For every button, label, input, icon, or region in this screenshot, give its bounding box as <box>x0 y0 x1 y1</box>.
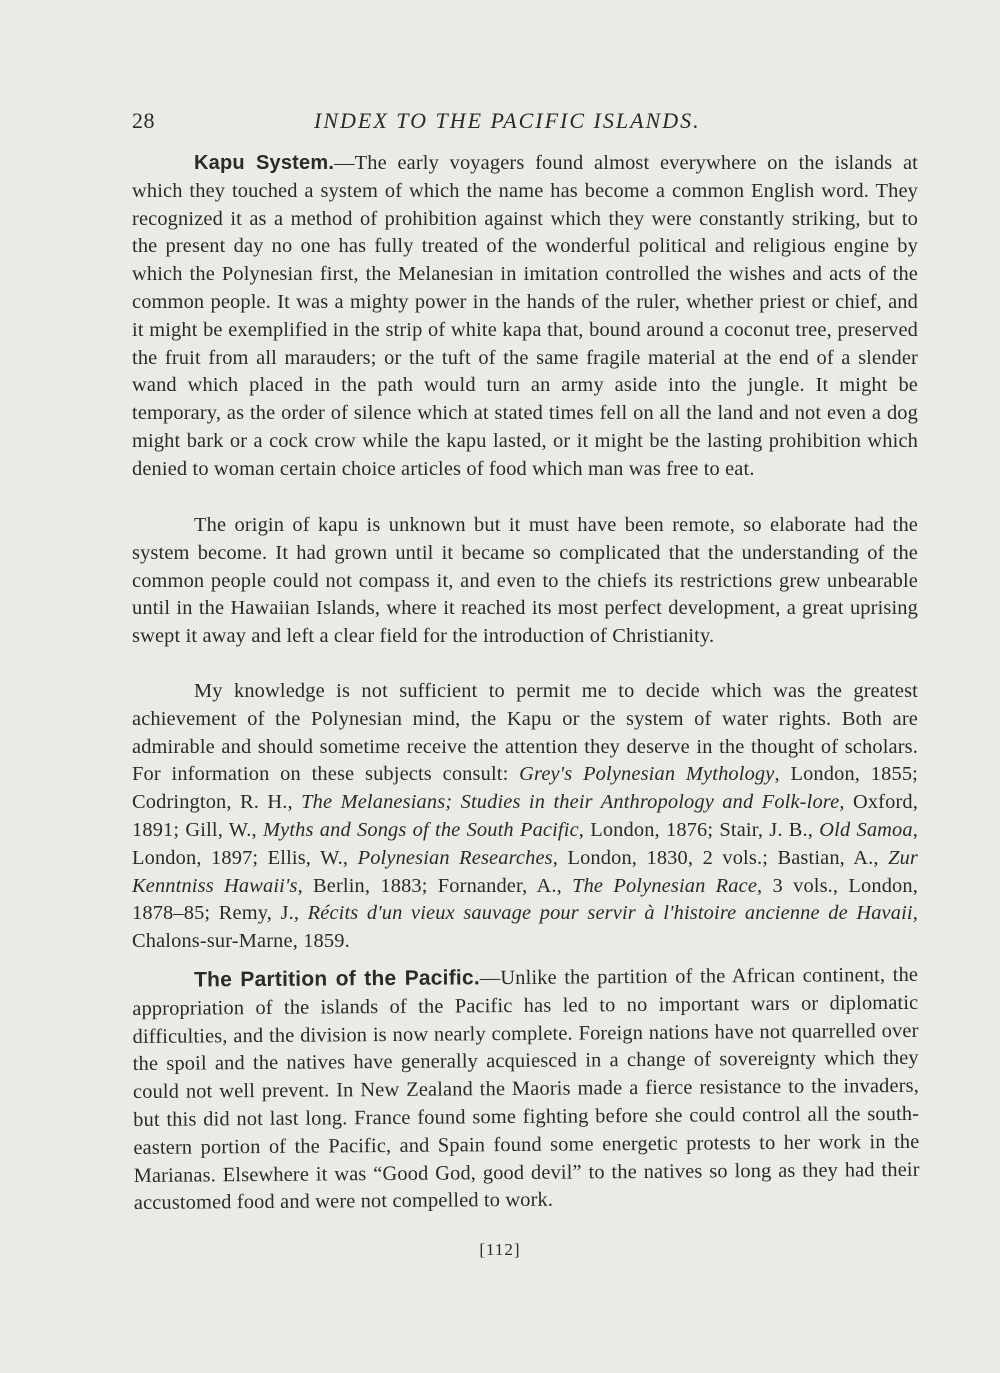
running-head <box>132 108 912 138</box>
kapu-origin-section <box>132 512 918 651</box>
references-text-5: , London, 1897; Ellis, W., <box>132 818 918 869</box>
reference-title-8: Récits d'un vieux sauvage pour servir à l'histoire ancienne de Havaii <box>307 902 913 925</box>
running-title: INDEX TO THE PACIFIC ISLANDS. <box>314 108 701 133</box>
references-text-9: , Chalons-sur-Marne, 1859. <box>132 902 918 953</box>
kapu-paragraph-3 <box>132 678 918 956</box>
reference-title-3: Myths and Songs of the South Pacific <box>263 818 579 841</box>
kapu-paragraph-1-text: —The early voyagers found almost everywhere on the islands at which they touched a system of which the name has become a common English word. They recognized it as a method of prohibition against which they were constantly striking, but to the present day no one has fully treated of the wonderful political and religious engine by which the Polynesian first, the Melanesian in imitation controlled the wishes and acts of the common people. It was a mighty power in the hands of the ruler, whether priest or chief, and it might be exemplified in the strip of white kapa that, bound around a coconut tree, preserved the fruit from all marauders; or the tuft of the same fragile material at the end of a slender wand which placed in the path would turn an army aside into the jungle. It might be temporary, as the order of silence which at stated times fell on all the land and not even a dog might bark or a cock crow while the kapu lasted, or it might be the lasting prohibition which denied to woman certain choice articles of food which man was free to eat. <box>132 152 918 480</box>
references-text-7: , Berlin, 1883; Fornander, A., <box>297 874 573 897</box>
reference-title-2: The Melanesians; Studies in their Anthropology and Folk-lore <box>301 791 840 814</box>
reference-title-4: Old Samoa <box>819 818 913 841</box>
reference-title-6: Zur Kenntniss Hawaii's <box>132 846 918 897</box>
kapu-references-section <box>132 678 918 956</box>
references-text-3: , Oxford, 1891; Gill, W., <box>132 791 918 841</box>
reference-title-7: The Polynesian Race <box>572 874 758 897</box>
references-text-8: , 3 vols., London, 1878–85; Remy, J., <box>132 874 918 925</box>
kapu-heading: Kapu System. <box>194 152 335 174</box>
reference-title-1: Grey's Polynesian Mythology <box>519 763 775 786</box>
references-text-6: , London, 1830, 2 vols.; Bastian, A., <box>552 846 889 869</box>
kapu-paragraph-2: The origin of kapu is unknown but it must have been remote, so elaborate had the system become. It had grown until it became so complicated that the understanding of the common people could not compass it, and even to the chiefs its restrictions grew unbearable until in the Hawaiian Islands, where it reached its most perfect development, a great uprising swept it away and left a clear field for the introduction of Christianity. <box>132 514 918 648</box>
references-text-4: , London, 1876; Stair, J. B., <box>578 818 820 841</box>
references-text-2: , London, 1855; Codrington, R. H., <box>132 763 918 814</box>
reference-title-5: Polynesian Researches <box>357 846 553 869</box>
partition-heading: The Partition of the Pacific. <box>194 966 480 992</box>
partition-section <box>132 961 920 1218</box>
references-text-1: My knowledge is not sufficient to permit me to decide which was the greatest achievement of the Polynesian mind, the Kapu or the system of water rights. Both are admirable and should sometime receive the attention they deserve in the thought of scholars. For information on these subjects consult: <box>132 680 918 786</box>
folio-number: [112] <box>479 1240 521 1259</box>
kapu-paragraph-1 <box>132 150 918 484</box>
kapu-section <box>132 150 918 484</box>
page-number: 28 <box>132 108 155 133</box>
partition-paragraph <box>132 961 920 1218</box>
partition-paragraph-text: —Unlike the partition of the African continent, the appropriation of the islands of the Pacific has led to no important wars or diplomatic difficulties, and the division is now nearly complete. Foreign nations have not quarrelled over the spoil and the natives have generally acquiesced in a change of sovereignty which they could not well prevent. In New Zealand the Maoris made a fierce resistance to the invaders, but this did not last long. France found some fighting before she could control all the south-eastern portion of the Pacific, and Spain found some energetic protests to her work in the Marianas. Elsewhere it was “Good God, good devil” to the natives so long as they had their accustomed food and were not compelled to work. <box>132 963 920 1215</box>
